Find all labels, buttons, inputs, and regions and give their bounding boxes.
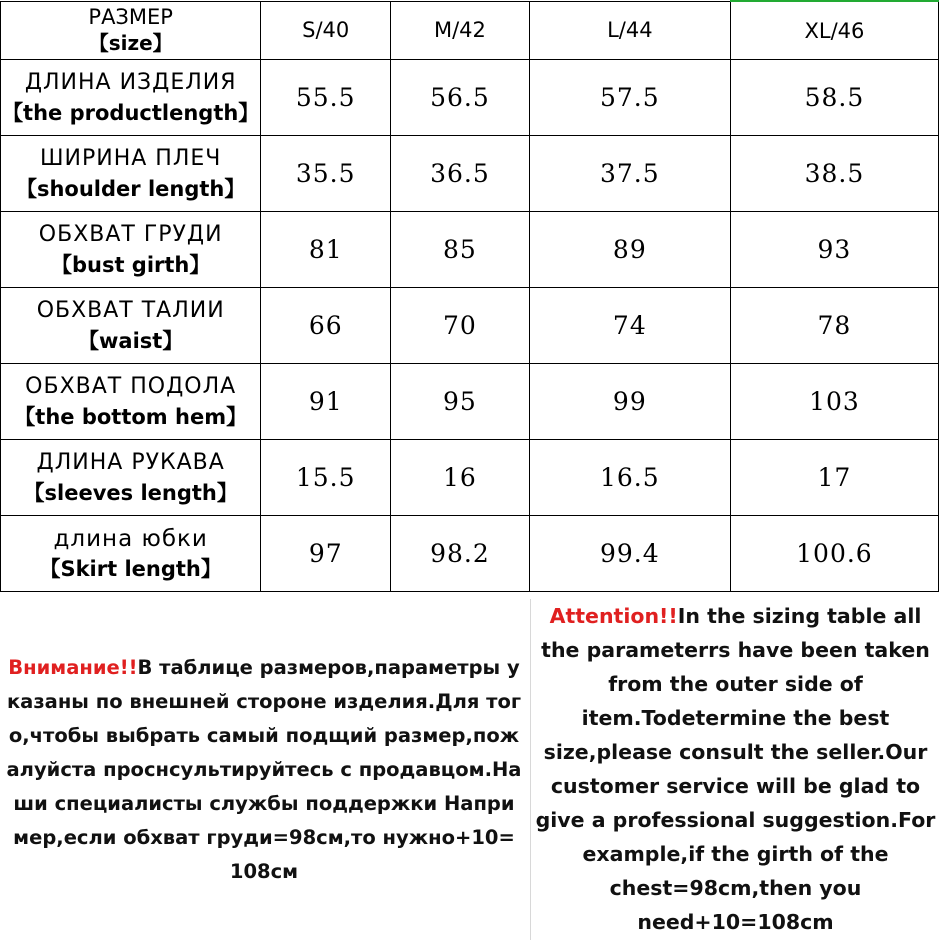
table-row-product-length [1,60,939,136]
table-cell: 98.2 [391,516,530,592]
size-header-en: 【size】 [88,31,173,56]
table-cell: 17 [730,440,938,516]
row-label-en: 【bust girth】 [50,252,211,277]
row-label-ru: ШИРИНА ПЛЕЧ [40,145,222,171]
table-row-bust-girth [1,212,939,288]
table-cell: 16 [391,440,530,516]
table-cell: 70 [391,288,530,364]
table-row-skirt-length [1,516,939,592]
notice-english [530,599,939,940]
table-cell: 58.5 [730,60,938,136]
table-row-waist [1,288,939,364]
row-label-en: 【shoulder length】 [15,176,246,201]
row-label-ru: ОБХВАТ ТАЛИИ [36,297,225,323]
size-column-s: S/40 [261,1,391,60]
row-label-ru: ОБХВАТ ПОДОЛА [25,373,237,399]
table-cell: 57.5 [529,60,730,136]
row-label-ru: ОБХВАТ ГРУДИ [38,221,223,247]
notice-english-label: Attention!! [549,604,678,628]
size-column-m: M/42 [391,1,530,60]
table-cell: 35.5 [261,136,391,212]
row-label [1,212,261,288]
row-label-en: 【waist】 [78,328,184,353]
row-label-en: 【sleeves length】 [23,480,238,505]
row-label-ru: длина юбки [53,525,208,552]
row-label-en: 【the productlength】 [2,100,260,125]
table-cell: 74 [529,288,730,364]
notice-russian [0,599,528,940]
table-cell: 91 [261,364,391,440]
table-cell: 93 [730,212,938,288]
table-cell: 99.4 [529,516,730,592]
row-label-en: 【the bottom hem】 [14,404,248,429]
table-row-bottom-hem [1,364,939,440]
row-label [1,136,261,212]
table-cell: 16.5 [529,440,730,516]
table-cell: 38.5 [730,136,938,212]
size-header-ru: РАЗМЕР [88,5,173,30]
size-header-cell [1,1,261,60]
row-label-ru: ДЛИНА РУКАВА [36,449,225,475]
size-column-l: L/44 [529,1,730,60]
table-header-row [1,1,939,60]
table-cell: 100.6 [730,516,938,592]
row-label [1,364,261,440]
table-cell: 37.5 [529,136,730,212]
table-cell: 99 [529,364,730,440]
notice-english-text: In the sizing table all the parameterrs have been taken from the outer side of item.Todetermine the best size,please consult the seller.Our customer service will be glad to give a professional suggestion.For example,if the girth of the chest=98cm,then you need+10=108cm [535,604,936,934]
row-label-en: 【Skirt length】 [39,556,222,581]
table-cell: 81 [261,212,391,288]
notice-russian-label: Внимание!! [8,655,138,679]
table-cell: 78 [730,288,938,364]
table-cell: 66 [261,288,391,364]
notice-russian-text: В таблице размеров,параметры указаны по внешней стороне изделия.Для того,чтобы выбрать самый подщий размер,пожалуйста проснсультируйтесь с продавцом.Наши специалисты службы поддержки Например,если обхват груди=98см,то нужно+10=108см [6,655,522,883]
table-cell: 36.5 [391,136,530,212]
table-cell: 95 [391,364,530,440]
notice-russian-paragraph [7,651,522,889]
row-label [1,440,261,516]
notice-english-paragraph [533,599,938,939]
table-cell: 15.5 [261,440,391,516]
row-label [1,516,261,592]
table-cell: 89 [529,212,730,288]
table-cell: 97 [261,516,391,592]
row-label [1,60,261,136]
table-cell: 55.5 [261,60,391,136]
table-row-sleeves-length [1,440,939,516]
notice-section [0,599,939,940]
table-cell: 56.5 [391,60,530,136]
table-row-shoulder-length [1,136,939,212]
table-cell: 85 [391,212,530,288]
row-label-ru: ДЛИНА ИЗДЕЛИЯ [24,69,237,95]
size-column-xl: XL/46 [730,1,938,60]
table-cell: 103 [730,364,938,440]
row-label [1,288,261,364]
